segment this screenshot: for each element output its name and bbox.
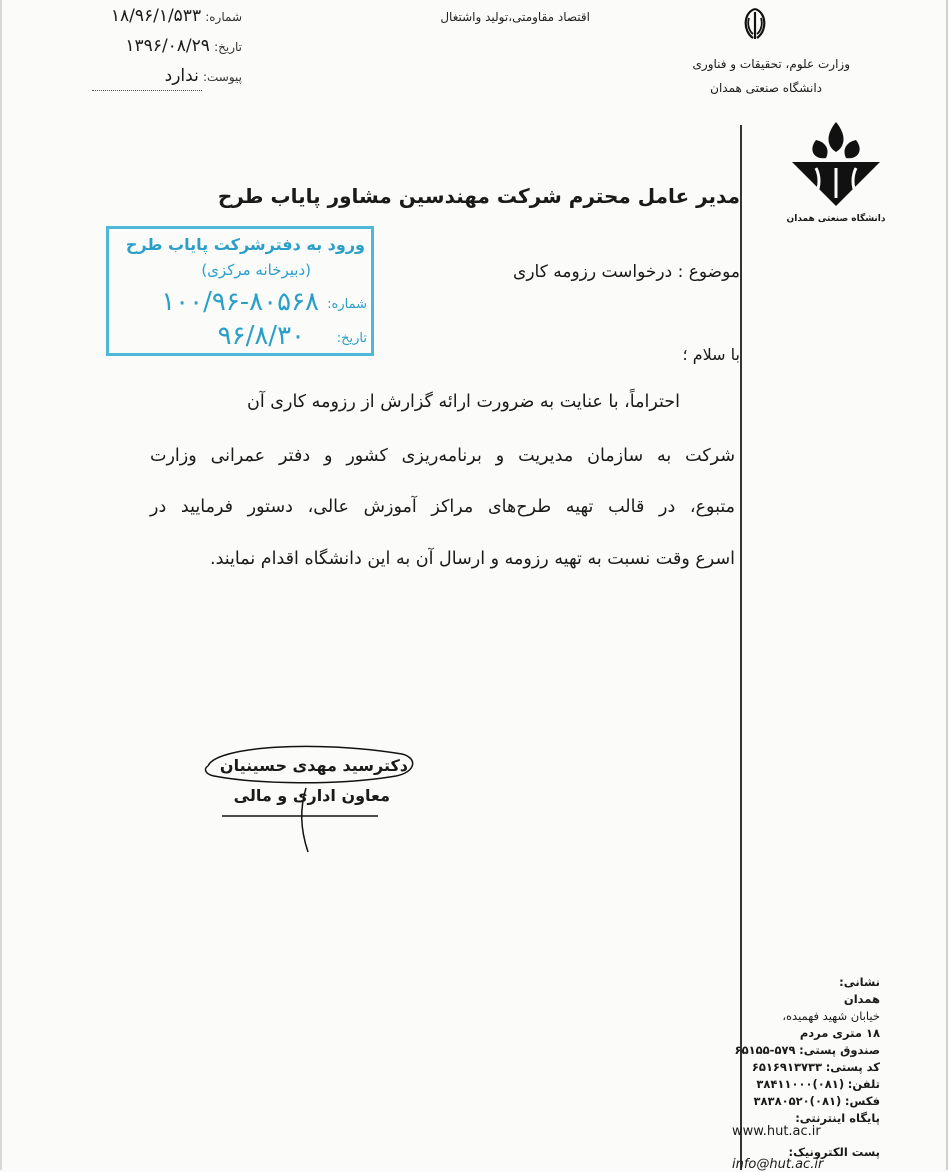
phone-label: تلفن: xyxy=(847,1077,880,1091)
letter-attachment-row xyxy=(92,66,242,86)
stamp-date-value: ۹۶/۸/۳۰ xyxy=(217,321,305,351)
email-link[interactable]: info@hut.ac.ir xyxy=(732,1157,824,1172)
university-name: دانشگاه صنعتی همدان xyxy=(710,81,822,95)
address-street: خیابان شهید فهمیده، xyxy=(782,1009,880,1023)
letter-addressee: مدیر عامل محترم شرکت مهندسین مشاور پایاب طرح xyxy=(217,184,740,208)
email-label: پست الکترونیک: xyxy=(788,1145,880,1159)
paragraph-line: شرکت به سازمان مدیریت و برنامه‌ریزی کشور و دفتر عمرانی وزارت xyxy=(150,446,735,466)
pobox-label: صندوق پستی: xyxy=(799,1043,880,1057)
letter-number-label: شماره: xyxy=(205,10,242,24)
letter-date-label: تاریخ: xyxy=(214,40,242,54)
ministry-name: وزارت علوم، تحقیقات و فناوری xyxy=(692,57,850,71)
letter-attachment-label: پیوست: xyxy=(202,70,242,84)
stamp-line2: (دبیرخانه مرکزی) xyxy=(201,261,311,279)
attachment-dotted-line xyxy=(92,90,202,91)
address-street2: ۱۸ متری مردم xyxy=(799,1026,880,1040)
address-city: همدان xyxy=(843,992,880,1006)
header-slogan: اقتصاد مقاومتی،تولید واشتغال xyxy=(440,10,590,24)
letter-greeting: با سلام ؛ xyxy=(682,345,740,364)
paragraph-line: متبوع، در قالب تهیه طرح‌های مراکز آموزش عالی، دستور فرمایید در xyxy=(150,497,735,517)
signer-title: معاون اداری و مالی xyxy=(233,786,390,805)
letter-date-value: ۱۳۹۶/۰۸/۲۹ xyxy=(125,36,210,56)
stamp-date-label: تاریخ: xyxy=(336,331,367,346)
signer-name: دکترسید مهدی حسینیان xyxy=(219,756,408,775)
address-label: نشانی: xyxy=(839,975,880,989)
letter-subject: موضوع : درخواست رزومه کاری xyxy=(513,262,740,282)
contact-block xyxy=(720,974,880,1127)
paragraph-line: اسرع وقت نسبت به تهیه رزومه و ارسال آن به این دانشگاه اقدام نمایند. xyxy=(210,549,735,569)
postal-value: ۶۵۱۶۹۱۳۷۳۳ xyxy=(751,1060,823,1074)
scan-edge-left xyxy=(0,0,2,1170)
fax-value: (۰۸۱)۳۸۳۸۰۵۲۰ xyxy=(753,1094,842,1108)
letter-attachment-value: ندارد xyxy=(164,66,199,86)
letter-date-row xyxy=(92,36,242,56)
paragraph-line: احتراماً، با عنایت به ضرورت ارائه گزارش از رزومه کاری آن xyxy=(247,392,680,412)
iran-emblem-icon xyxy=(738,6,772,42)
stamp-number-value: ۱۰۰/۹۶-۸۰۵۶۸ xyxy=(161,287,319,317)
postal-label: کد پستی: xyxy=(825,1060,880,1074)
pobox-value: ۵۷۹-۶۵۱۵۵ xyxy=(734,1043,796,1057)
stamp-number-label: شماره: xyxy=(327,297,367,312)
website-link[interactable]: www.hut.ac.ir xyxy=(732,1124,821,1139)
letter-number-value: ۱۸/۹۶/۱/۵۳۳ xyxy=(110,6,202,26)
website-label: پایگاه اینترنتی: xyxy=(795,1111,880,1125)
letter-number-row xyxy=(92,6,242,26)
university-logo-icon xyxy=(786,120,886,212)
received-stamp xyxy=(106,226,374,356)
stamp-line1: ورود به دفترشرکت پایاب طرح xyxy=(125,235,365,254)
phone-value: (۰۸۱)۳۸۴۱۱۰۰۰ xyxy=(756,1077,845,1091)
logo-caption: دانشگاه صنعتی همدان xyxy=(786,214,886,224)
fax-label: فکس: xyxy=(844,1094,880,1108)
